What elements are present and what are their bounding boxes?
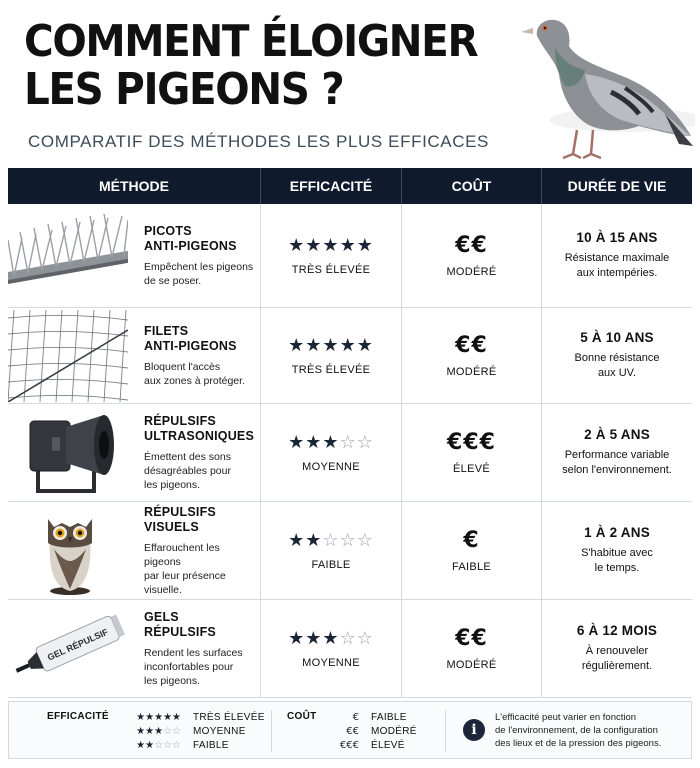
star-rating — [288, 335, 374, 356]
title-line-1: COMMENT ÉLOIGNER — [24, 16, 478, 67]
legend-divider — [445, 710, 446, 752]
star-filled-icon: ★ — [339, 335, 357, 356]
legend-divider — [271, 710, 272, 752]
header — [0, 0, 700, 168]
star-filled-icon: ★ — [305, 235, 323, 256]
star-filled-icon: ★ — [145, 711, 155, 723]
lifespan-value: 10 À 15 ANS — [576, 230, 658, 245]
star-empty-icon: ☆ — [356, 530, 374, 551]
cost-label: MODÉRÉ — [446, 659, 497, 671]
lifespan-cell — [542, 308, 692, 403]
table-row — [8, 404, 692, 502]
star-filled-icon: ★ — [163, 711, 173, 723]
lifespan-cell — [542, 502, 692, 599]
method-cell — [8, 204, 261, 307]
page-title — [24, 18, 477, 114]
method-description: Effarouchent les pigeons par leur présence visuelle. — [144, 541, 226, 596]
legend-note: L'efficacité peut varier en fonction de l'environnement, de la configuration des lieux et de la pression des pigeons. — [495, 712, 662, 749]
star-empty-icon: ☆ — [163, 739, 173, 751]
speaker-image — [8, 407, 128, 499]
cost-label: MODÉRÉ — [446, 366, 497, 378]
star-filled-icon: ★ — [136, 711, 146, 723]
comparison-table — [8, 168, 692, 698]
cost-cell — [402, 308, 542, 403]
owl-image — [8, 505, 128, 597]
pigeon-image — [515, 8, 695, 168]
efficacy-cell — [261, 308, 402, 403]
method-description: Empêchent les pigeons de se poser. — [144, 260, 254, 287]
lifespan-cell — [542, 204, 692, 307]
star-empty-icon: ☆ — [339, 432, 357, 453]
cost-symbol: €€ — [455, 333, 488, 358]
page-subtitle: COMPARATIF DES MÉTHODES LES PLUS EFFICACES — [28, 132, 489, 151]
star-empty-icon: ☆ — [154, 739, 164, 751]
lifespan-value: 6 À 12 MOIS — [576, 623, 658, 638]
lifespan-description: S'habitue avec le temps. — [581, 547, 653, 574]
legend-cost-item: €€ MODÉRÉ — [346, 725, 417, 737]
star-filled-icon: ★ — [356, 335, 374, 356]
table-row — [8, 502, 692, 600]
star-filled-icon: ★ — [322, 235, 340, 256]
star-rating — [288, 432, 374, 453]
cost-cell — [402, 600, 542, 697]
method-cell — [8, 308, 261, 403]
column-header-cost: COÛT — [402, 168, 542, 204]
star-filled-icon: ★ — [172, 711, 181, 723]
star-filled-icon: ★ — [288, 432, 306, 453]
efficacy-cell — [261, 600, 402, 697]
method-name: RÉPULSIFS VISUELS — [144, 504, 216, 534]
star-filled-icon: ★ — [288, 235, 306, 256]
lifespan-value: 1 À 2 ANS — [584, 525, 650, 540]
star-rating — [288, 235, 374, 256]
star-rating — [288, 628, 374, 649]
efficacy-level: TRÈS ÉLEVÉE — [291, 364, 371, 376]
legend — [8, 701, 692, 759]
lifespan-description: Résistance maximale aux intempéries. — [564, 252, 670, 279]
cost-label: ÉLEVÉ — [453, 463, 490, 475]
legend-cost-item: € FAIBLE — [352, 711, 407, 723]
star-empty-icon: ☆ — [322, 530, 340, 551]
table-row — [8, 308, 692, 404]
star-empty-icon: ☆ — [356, 432, 374, 453]
efficacy-level: MOYENNE — [302, 657, 360, 669]
efficacy-level: FAIBLE — [311, 559, 351, 571]
title-line-2: LES PIGEONS ? — [24, 64, 344, 115]
net-image — [8, 310, 128, 402]
star-filled-icon: ★ — [145, 739, 155, 751]
lifespan-description: Performance variable selon l'environnement. — [562, 449, 672, 476]
tube-label: GEL RÉPULSIF — [45, 626, 110, 663]
column-header-lifespan: DURÉE DE VIE — [567, 178, 667, 194]
cost-symbol: € — [463, 528, 480, 553]
star-filled-icon: ★ — [136, 739, 146, 751]
star-filled-icon: ★ — [145, 725, 155, 737]
legend-efficacy-item: ★★★☆☆ MOYENNE — [119, 724, 246, 738]
star-empty-icon: ☆ — [356, 628, 374, 649]
star-filled-icon: ★ — [288, 335, 306, 356]
method-cell — [8, 502, 261, 599]
info-icon: i — [463, 719, 485, 741]
star-filled-icon: ★ — [288, 530, 306, 551]
star-empty-icon: ☆ — [172, 739, 181, 751]
star-filled-icon: ★ — [322, 335, 340, 356]
cost-cell — [402, 502, 542, 599]
star-filled-icon: ★ — [322, 432, 340, 453]
legend-cost-title: COÛT — [287, 711, 317, 722]
efficacy-level: TRÈS ÉLEVÉE — [291, 264, 371, 276]
column-header-method: MÉTHODE — [8, 168, 261, 204]
method-cell — [8, 404, 261, 501]
method-cell — [8, 600, 261, 697]
lifespan-value: 5 À 10 ANS — [580, 330, 654, 345]
legend-cost-item: €€€ ÉLEVÉ — [339, 739, 405, 751]
legend-efficacy-item: ★★☆☆☆ FAIBLE — [119, 738, 229, 752]
legend-efficacy-item: ★★★★★ TRÈS ÉLEVÉE — [119, 710, 265, 724]
method-name: PICOTS ANTI-PIGEONS — [144, 223, 237, 253]
efficacy-level: MOYENNE — [302, 461, 360, 473]
star-filled-icon: ★ — [322, 628, 340, 649]
star-filled-icon: ★ — [305, 432, 323, 453]
method-description: Rendent les surfaces inconfortables pour les pigeons. — [144, 646, 243, 687]
star-filled-icon: ★ — [154, 725, 164, 737]
star-rating — [119, 712, 181, 723]
cost-label: MODÉRÉ — [446, 266, 497, 278]
lifespan-value: 2 À 5 ANS — [584, 427, 650, 442]
cost-symbol: €€€ — [447, 430, 496, 455]
lifespan-cell — [542, 600, 692, 697]
method-name: RÉPULSIFS ULTRASONIQUES — [144, 413, 255, 443]
lifespan-description: Bonne résistance aux UV. — [574, 352, 660, 379]
spikes-image — [8, 210, 128, 302]
method-name: GELS RÉPULSIFS — [144, 609, 216, 639]
star-rating — [288, 530, 374, 551]
star-rating — [119, 740, 181, 751]
star-rating — [119, 726, 181, 737]
method-name: FILETS ANTI-PIGEONS — [144, 323, 237, 353]
cost-cell — [402, 204, 542, 307]
star-empty-icon: ☆ — [339, 530, 357, 551]
star-empty-icon: ☆ — [163, 725, 173, 737]
star-empty-icon: ☆ — [339, 628, 357, 649]
cost-label: FAIBLE — [451, 561, 492, 573]
star-filled-icon: ★ — [356, 235, 374, 256]
gel-tube-image — [8, 603, 128, 695]
star-filled-icon: ★ — [305, 628, 323, 649]
efficacy-cell — [261, 204, 402, 307]
star-filled-icon: ★ — [305, 335, 323, 356]
star-empty-icon: ☆ — [172, 725, 181, 737]
lifespan-description: À renouveler régulièrement. — [581, 645, 653, 672]
lifespan-cell — [542, 404, 692, 501]
table-row — [8, 204, 692, 308]
method-description: Bloquent l'accès aux zones à protéger. — [144, 360, 245, 387]
star-filled-icon: ★ — [288, 628, 306, 649]
cost-symbol: €€ — [455, 233, 488, 258]
column-header-efficacy: EFFICACITÉ — [261, 168, 402, 204]
star-filled-icon: ★ — [305, 530, 323, 551]
cost-symbol: €€ — [455, 626, 488, 651]
legend-efficacy-title: EFFICACITÉ — [47, 711, 109, 722]
efficacy-cell — [261, 502, 402, 599]
star-filled-icon: ★ — [339, 235, 357, 256]
star-filled-icon: ★ — [154, 711, 164, 723]
star-filled-icon: ★ — [136, 725, 146, 737]
table-header — [8, 168, 692, 204]
table-row — [8, 600, 692, 698]
method-description: Émettent des sons désagréables pour les pigeons. — [144, 450, 231, 491]
efficacy-cell — [261, 404, 402, 501]
cost-cell — [402, 404, 542, 501]
